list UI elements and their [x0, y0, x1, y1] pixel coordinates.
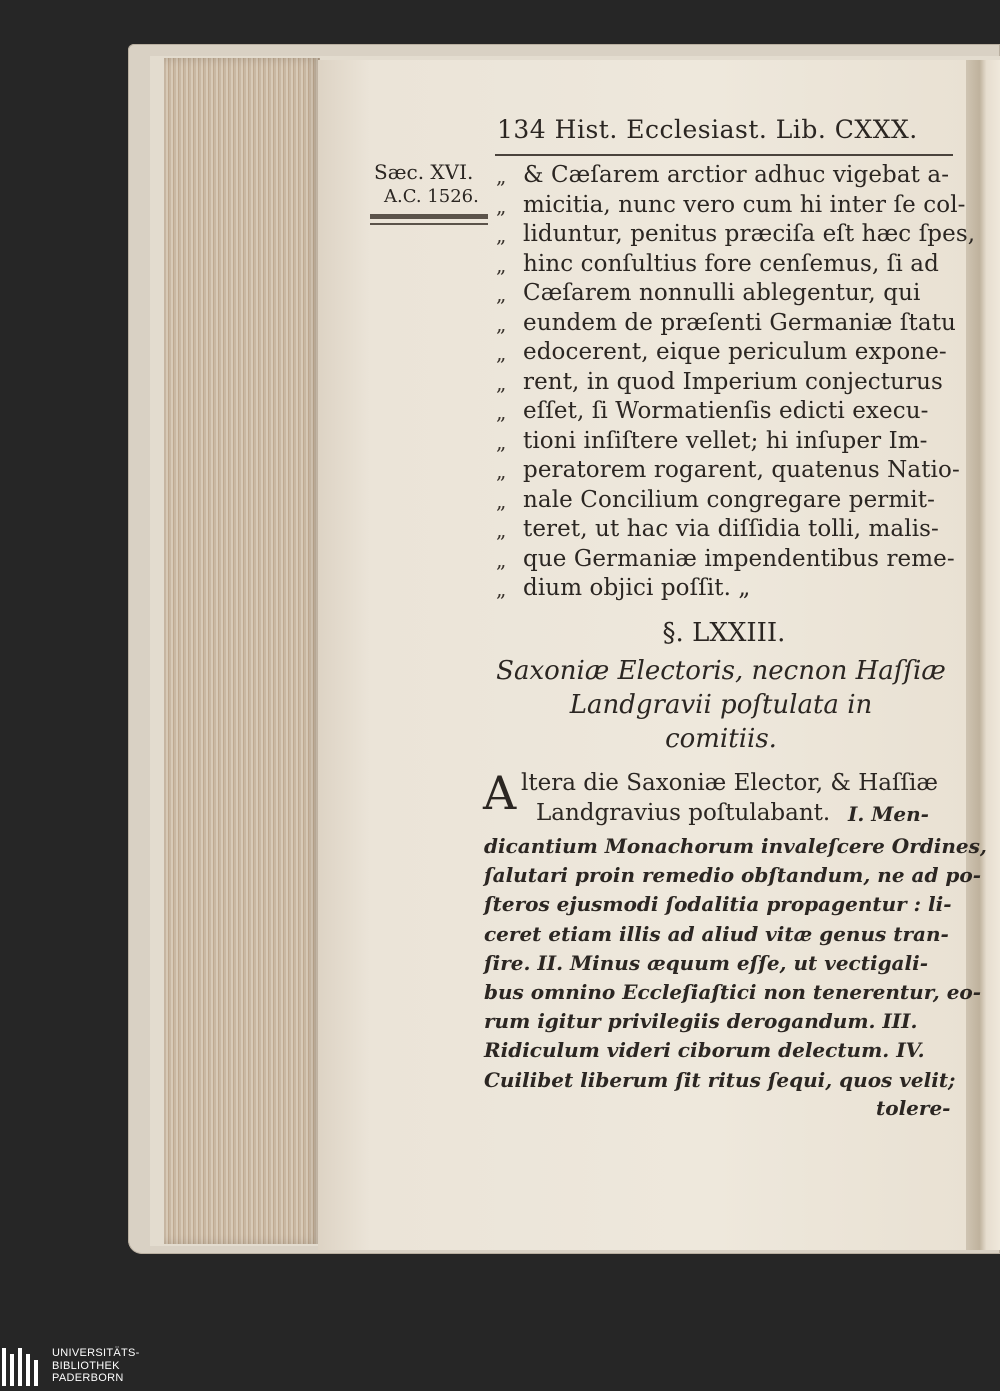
quote-mark: „	[496, 164, 507, 188]
body-line-1: ltera die Saxoniæ Elector, & Haſſiæ	[521, 770, 938, 796]
quoted-line: eundem de præſenti Germaniæ ſtatu	[523, 309, 956, 336]
quoted-line: micitia, nunc vero cum hi inter ſe col-	[523, 191, 966, 218]
quote-mark: „	[496, 547, 507, 572]
margin-rule	[370, 223, 488, 225]
quote-mark: „	[496, 577, 507, 601]
body-italic-line: ſalutari proin remedio obſtandum, ne ad po-	[484, 863, 982, 888]
body-italic-line: rum igitur privilegiis derogandum. III.	[484, 1009, 918, 1034]
header-rule	[495, 154, 953, 156]
margin-rule	[370, 214, 488, 219]
body-italic-line: Cuilibet liberum ſit ritus ſequi, quos velit;	[484, 1067, 956, 1092]
section-number: §. LXXIII.	[662, 618, 786, 648]
quoted-line: teret, ut hac via diſſidia tolli, malis-	[523, 516, 939, 542]
bleed-through	[370, 630, 376, 651]
quoted-line: peratorem rogarent, quatenus Natio-	[523, 457, 960, 483]
quoted-line: que Germaniæ impendentibus reme-	[523, 545, 955, 572]
quoted-line: liduntur, penitus præciſa eſt hæc ſpes,	[523, 221, 976, 247]
page-edges	[164, 58, 320, 1244]
body-italic-line: ceret etiam illis ad aliud vitæ genus tran-	[484, 921, 949, 946]
quote-mark: „	[496, 400, 507, 424]
body-italic-line: Ridiculum videri ciborum delectum. IV.	[484, 1038, 925, 1063]
body-line-2-italic: I. Men-	[848, 802, 929, 826]
quote-mark: „	[496, 311, 507, 336]
body-italic-line: ſteros ejusmodi ſodalitia propagentur : li-	[484, 892, 952, 917]
body-italic-line: dicantium Monachorum invaleſcere Ordines,	[484, 834, 987, 858]
quote-mark: „	[496, 252, 507, 277]
library-logo-icon	[0, 1348, 44, 1386]
quoted-line: eſſet, ſi Wormatienſis edicti execu-	[523, 398, 929, 424]
body-italic-line: ſire. II. Minus æquum eſſe, ut vectigali-	[484, 950, 929, 975]
margin-note-century: Sæc. XVI.	[374, 160, 474, 184]
quoted-line: dium objici poſſit. „	[523, 575, 751, 601]
logo-line: BIBLIOTHEK	[52, 1359, 120, 1372]
quoted-line: hinc conſultius fore cenſemus, ſi ad	[523, 250, 939, 277]
section-heading-line-1: Saxoniæ Electoris, necnon Haſſiæ	[496, 656, 946, 686]
quoted-line: nale Concilium congregare permit-	[523, 486, 935, 513]
quoted-line: edocerent, eique periculum expone-	[523, 339, 947, 365]
section-heading-line-2: Landgravii poſtulata in	[569, 690, 873, 720]
body-line-2-roman: Landgravius poſtulabant.	[536, 800, 831, 826]
body-italic-line: bus omnino Eccleſiaſtici non tenerentur, eo-	[484, 980, 982, 1004]
quote-mark: „	[496, 488, 507, 513]
drop-cap: A	[483, 766, 517, 820]
logo-line: UNIVERSITÄTS-	[52, 1347, 140, 1359]
library-footer	[0, 1341, 1000, 1391]
quoted-line: rent, in quod Imperium conjecturus	[523, 368, 943, 395]
quote-mark: „	[496, 459, 507, 483]
library-logo-text	[52, 1347, 140, 1385]
catchword: tolere-	[876, 1096, 951, 1120]
logo-line: PADERBORN	[52, 1372, 124, 1384]
quote-mark: „	[496, 429, 507, 454]
quoted-line: & Cæſarem arctior adhuc vigebat a-	[523, 162, 950, 188]
running-header: 134 Hist. Ecclesiast. Lib. CXXX.	[497, 115, 918, 144]
section-heading-line-3: comitiis.	[665, 724, 777, 754]
quote-mark: „	[496, 370, 507, 395]
quote-mark: „	[496, 282, 507, 306]
quoted-line: Cæſarem nonnulli ablegentur, qui	[523, 280, 921, 306]
quote-mark: „	[496, 518, 507, 542]
margin-note-year: A.C. 1526.	[384, 186, 479, 207]
quote-mark: „	[496, 223, 507, 247]
quote-mark: „	[496, 341, 507, 365]
quoted-line: tioni inſiſtere vellet; hi inſuper Im-	[523, 427, 928, 454]
quote-mark: „	[496, 193, 507, 218]
